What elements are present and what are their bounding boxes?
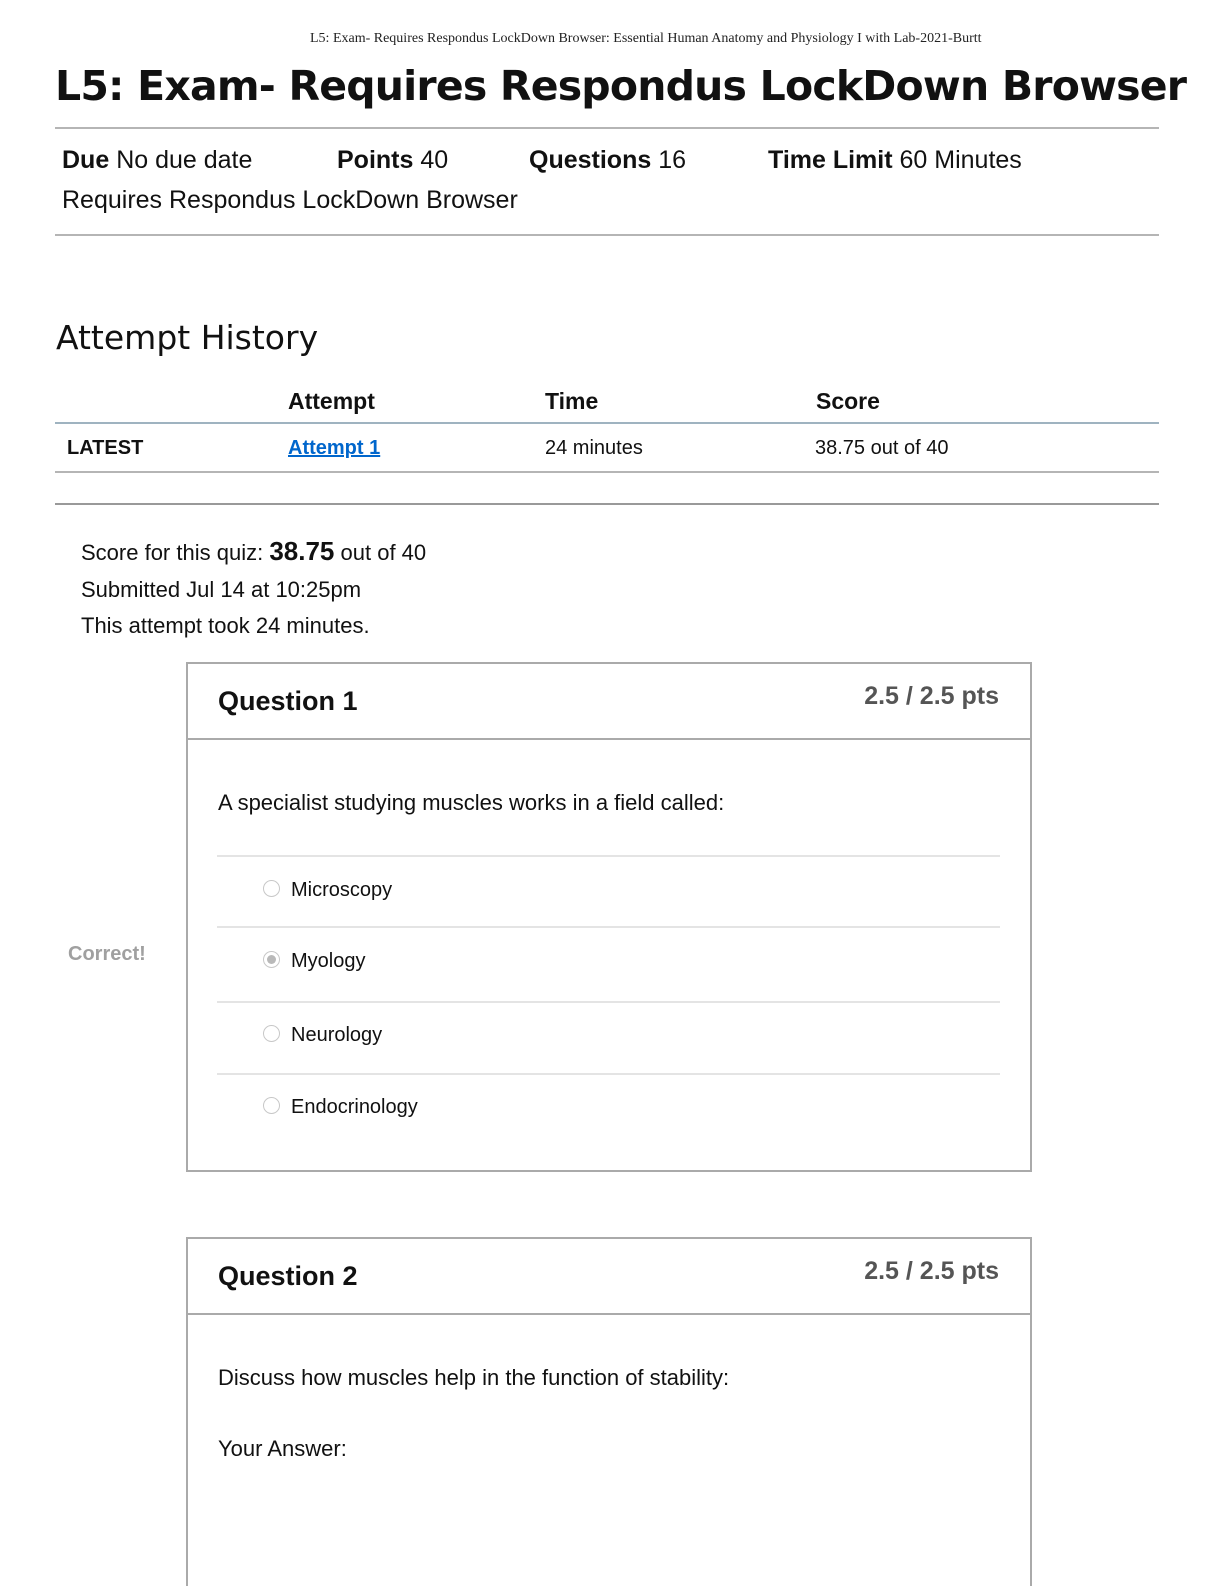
points-value: 40	[420, 146, 449, 174]
latest-badge: LATEST	[67, 437, 144, 459]
answer-endocrinology-label: Endocrinology	[291, 1096, 418, 1118]
due-value: No due date	[116, 146, 253, 174]
column-header-attempt: Attempt	[288, 388, 375, 414]
points-label: Points	[337, 146, 414, 174]
column-header-score: Score	[816, 388, 880, 414]
answer-myology-radio[interactable]	[263, 951, 280, 968]
answer-divider	[217, 926, 1000, 928]
attempt-1-link[interactable]: Attempt 1	[288, 437, 381, 459]
quiz-score-value: 38.75	[269, 536, 335, 566]
table-row-divider	[55, 471, 1159, 473]
lockdown-requirement: Requires Respondus LockDown Browser	[62, 186, 518, 214]
attempt-score: 38.75 out of 40	[815, 437, 949, 459]
question-2-text: Discuss how muscles help in the function of stability:	[218, 1365, 730, 1390]
question-2-header	[188, 1239, 1030, 1315]
time-limit-label: Time Limit	[768, 146, 893, 174]
points-detail	[337, 146, 448, 175]
answer-divider	[217, 855, 1000, 857]
answer-microscopy-radio[interactable]	[263, 880, 280, 897]
question-2-title: Question 2	[218, 1261, 358, 1291]
title-divider	[55, 127, 1159, 129]
question-1-card	[186, 662, 1032, 1172]
answer-endocrinology-radio[interactable]	[263, 1097, 280, 1114]
quiz-score-line	[81, 536, 426, 567]
answer-neurology-radio[interactable]	[263, 1025, 280, 1042]
question-2-card	[186, 1237, 1032, 1586]
questions-label: Questions	[529, 146, 652, 174]
attempt-duration: This attempt took 24 minutes.	[81, 613, 370, 638]
attempt-history-heading: Attempt History	[56, 318, 319, 357]
table-header-divider	[55, 422, 1159, 424]
question-1-points: 2.5 / 2.5 pts	[864, 682, 999, 710]
question-2-points: 2.5 / 2.5 pts	[864, 1257, 999, 1285]
question-1-title: Question 1	[218, 686, 358, 716]
column-header-time: Time	[545, 388, 599, 414]
answer-myology-label: Myology	[291, 950, 366, 972]
score-prefix: Score for this quiz:	[81, 540, 264, 565]
answer-divider	[217, 1073, 1000, 1075]
details-divider	[55, 234, 1159, 236]
answer-neurology-label: Neurology	[291, 1024, 383, 1046]
page-title: L5: Exam- Requires Respondus LockDown Browser	[55, 62, 1187, 110]
score-suffix: out of 40	[340, 540, 427, 565]
due-detail	[62, 146, 252, 175]
running-header: L5: Exam- Requires Respondus LockDown Browser: Essential Human Anatomy and Physiology I with Lab-2021-Burtt	[310, 31, 982, 46]
answer-microscopy-label: Microscopy	[291, 879, 393, 901]
answer-divider	[217, 1001, 1000, 1003]
questions-value: 16	[658, 146, 687, 174]
question-1-text: A specialist studying muscles works in a field called:	[218, 790, 725, 815]
attempt-time: 24 minutes	[545, 437, 643, 459]
submitted-timestamp: Submitted Jul 14 at 10:25pm	[81, 577, 362, 602]
correct-indicator: Correct!	[68, 943, 146, 965]
questions-detail	[529, 146, 686, 175]
your-answer-label: Your Answer:	[218, 1436, 347, 1461]
time-limit-detail	[768, 146, 1022, 175]
question-1-header	[188, 664, 1030, 740]
time-limit-value: 60 Minutes	[899, 146, 1022, 174]
due-label: Due	[62, 146, 110, 174]
history-divider	[55, 503, 1159, 505]
